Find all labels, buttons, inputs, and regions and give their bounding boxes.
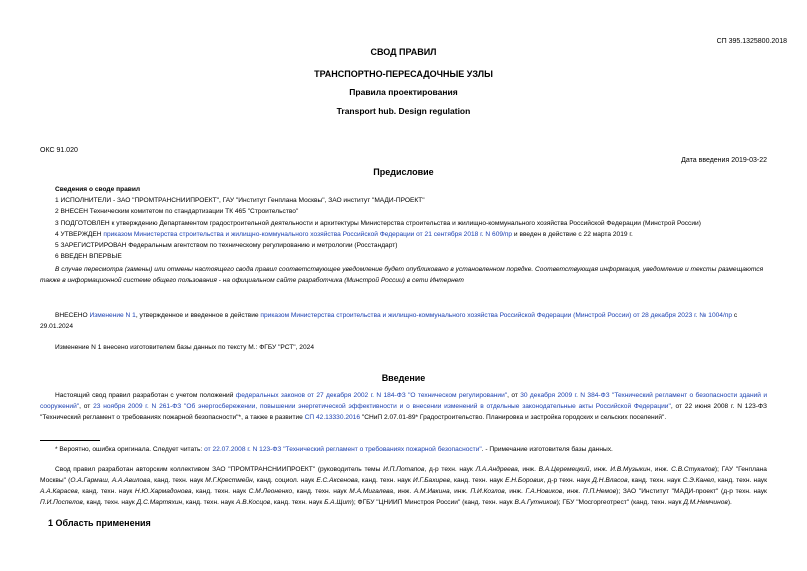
intro-text-2: , от	[507, 392, 521, 399]
footnote-divider	[40, 440, 100, 441]
author-name: О.А.Гармаш, А.А.Авилова	[70, 477, 151, 484]
footnote-suffix: . - Примечание изготовителя базы данных.	[481, 446, 613, 453]
author-name: С.М.Леоненко	[248, 488, 293, 495]
preface-heading: Предисловие	[373, 167, 434, 177]
amendment-prefix: ВНЕСЕНО	[55, 312, 90, 319]
introduction-paragraph	[40, 390, 767, 423]
authors-text: , канд. техн. наук	[191, 488, 249, 495]
amendment-note	[40, 310, 767, 332]
authors-text: ); ГБУ "Мосгоргеотрест" (канд. техн. наук	[556, 499, 684, 506]
preface-item-5: 5 ЗАРЕГИСТРИРОВАН Федеральным агентством по техническому регулированию и метрологии (Росстандарт)	[55, 242, 398, 249]
preface-item-4	[55, 231, 633, 238]
author-name: М.Г.Крестмейн	[205, 477, 253, 484]
amendment-source-note: Изменение N 1 внесено изготовителем базы данных по тексту М.: ФГБУ "РСТ", 2024	[55, 344, 314, 351]
document-code: СП 395.1325800.2018	[716, 38, 787, 45]
authors-text: , канд. техн. наук	[449, 477, 506, 484]
author-name: Е.Н.Боровик	[505, 477, 544, 484]
preface-item-1: 1 ИСПОЛНИТЕЛИ - ЗАО "ПРОМТРАНСНИИПРОЕКТ", ГАУ "Институт Генплана Москвы", ЗАО институт "МАДИ-ПРОЕКТ"	[55, 197, 425, 204]
authors-text: , канд. техн. наук	[270, 499, 325, 506]
footnote	[55, 444, 613, 455]
preface-item-6: 6 ВВЕДЕН ВПЕРВЫЕ	[55, 253, 122, 260]
author-name: А.А.Карасев	[40, 488, 78, 495]
law-261-link[interactable]: 23 ноября 2009 г. N 261-ФЗ "Об энергосбережении, повышении энергетической эффективности и о внесении изменений в отдельные законодательные акты Российской Федерации"	[93, 403, 671, 410]
title-line-1: СВОД ПРАВИЛ	[370, 47, 437, 57]
section-1-heading: 1 Область применения	[48, 518, 151, 528]
author-name: Д.Н.Власов	[592, 477, 628, 484]
sp-42-link[interactable]: СП 42.13330.2016	[304, 414, 361, 421]
revision-notice: В случае пересмотра (замены) или отмены настоящего свода правил соответствующее уведомление будет опубликовано в установленном порядке. Соответствующая информация, уведомление и тексты размещаются также в информационной системе общего пользования - на официальном сайте разработчика (Минстрой России) в сети Интернет	[40, 266, 764, 284]
author-name: П.И.Поспелов	[40, 499, 83, 506]
title-line-4: Transport hub. Design regulation	[336, 106, 471, 116]
authors-text: , инж.	[517, 466, 539, 473]
authors-text: ); ЗАО "Институт "МАДИ-проект" (д-р техн. наук	[616, 488, 767, 495]
preface-item-3: 3 ПОДГОТОВЛЕН к утверждению Департаментом градостроительной деятельности и архитектуры Министерства строительства и жилищно-коммунального хозяйства Российской Федерации (Минстрой России)	[55, 220, 701, 227]
author-name: А.М.Ивкина	[413, 488, 450, 495]
author-name: Д.С.Мартяхин	[136, 499, 183, 506]
introduction-heading: Введение	[381, 373, 426, 383]
authors-text: ); ГАУ "Генплана Москвы" (	[40, 466, 767, 484]
author-name: И.П.Потапов	[383, 466, 425, 473]
authors-text: ).	[727, 499, 732, 506]
authors-text: , инж.	[393, 488, 414, 495]
author-name: Б.А.Щит	[324, 499, 352, 506]
authors-text: , канд. техн. наук	[357, 477, 413, 484]
footnote-prefix: * Вероятно, ошибка оригинала. Следует читать:	[55, 446, 205, 453]
item4-suffix: и введен в действие с 22 марта 2019 г.	[512, 231, 633, 238]
author-name: И.В.Музыкин	[610, 466, 651, 473]
author-name: Н.Ю.Хармадонова	[134, 488, 192, 495]
amendment-order-link[interactable]: приказом Министерства строительства и жилищно-коммунального хозяйства Российской Федерации (Минстрой России) от 28 декабря 2023 г. № 1004/пр	[260, 312, 733, 319]
author-name: А.В.Косцов	[236, 499, 271, 506]
author-name: П.И.Козлов	[470, 488, 505, 495]
authors-text: , канд. техн. наук	[82, 499, 137, 506]
preface-item-2: 2 ВНЕСЕН Техническим комитетом по стандартизации ТК 465 "Строительство"	[55, 208, 299, 215]
intro-text-5: "СНиП 2.07.01-89* Градостроительство. Планировка и застройка городских и сельских поселений".	[360, 414, 667, 421]
author-name: М.А.Мигалева	[349, 488, 394, 495]
title-line-3: Правила проектирования	[349, 87, 458, 97]
amendment-1-link[interactable]: Изменение N 1	[89, 312, 136, 319]
author-name: В.А.Гутников	[514, 499, 557, 506]
oks-code: ОКС 91.020	[40, 147, 78, 154]
law-384-link[interactable]: 30 декабря 2009 г. N 384-ФЗ "Технический регламент о безопасности зданий и сооружений"	[40, 392, 768, 410]
author-name: В.А.Церемецкий	[538, 466, 590, 473]
authors-text: , инж.	[562, 488, 583, 495]
author-name: С.В.Стукалов	[671, 466, 715, 473]
authors-text: , д-р техн. наук	[424, 466, 476, 473]
title-line-2: ТРАНСПОРТНО-ПЕРЕСАДОЧНЫЕ УЗЛЫ	[314, 69, 493, 79]
intro-text-1: Настоящий свод правил разработан с учетом положений	[55, 392, 236, 399]
authors-text: , д-р техн. наук	[543, 477, 593, 484]
law-184-link[interactable]: федеральных законов от 27 декабря 2002 г. N 184-ФЗ "О техническом регулировании"	[235, 392, 508, 399]
intro-text-3: , от	[79, 403, 94, 410]
authors-text: , инж.	[449, 488, 471, 495]
intro-text-4: , от 22 июня 2008 г. N 123-ФЗ "Технический регламент о требованиях пожарной безопасности"*, а также в развитие	[40, 403, 767, 421]
authors-text: , инж.	[650, 466, 672, 473]
authors-text: , канд. техн. наук	[182, 499, 237, 506]
authors-text: , инж.	[504, 488, 526, 495]
amendment-middle: , утвержденное и введенное в действие	[135, 312, 261, 319]
author-name: Г.А.Новиков	[525, 488, 563, 495]
authors-text: , канд. техн. наук	[627, 477, 683, 484]
authors-text: , канд. социол. наук	[252, 477, 317, 484]
author-name: Е.С.Аксенова	[316, 477, 358, 484]
author-name: И.Г.Бахирев	[412, 477, 450, 484]
author-name: Д.М.Немчинов	[683, 499, 728, 506]
amendment-suffix: с 29.01.2024	[40, 312, 738, 330]
authors-text: , канд. техн. наук	[292, 488, 350, 495]
date-intro: Дата введения 2019-03-22	[681, 157, 767, 164]
authors-text: Свод правил разработан авторским коллективом ЗАО "ПРОМТРАНСНИИПРОЕКТ" (руководитель темы	[55, 466, 384, 473]
item4-order-link[interactable]: приказом Министерства строительства и жилищно-коммунального хозяйства Российской Федерации от 21 сентября 2018 г. N 609/пр	[103, 231, 513, 238]
authors-paragraph	[40, 464, 767, 508]
authors-text: ); ФГБУ "ЦНИИП Минстроя России" (канд. техн. наук	[351, 499, 515, 506]
author-name: Л.А.Андреева	[475, 466, 518, 473]
authors-text: , канд. техн. наук	[77, 488, 135, 495]
footnote-law-link[interactable]: от 22.07.2008 г. N 123-ФЗ "Технический регламент о требованиях пожарной безопасности"	[204, 446, 482, 453]
authors-text: , инж.	[589, 466, 611, 473]
info-heading: Сведения о своде правил	[55, 186, 141, 193]
item4-prefix: 4 УТВЕРЖДЕН	[55, 231, 104, 238]
author-name: С.Э.Канел	[682, 477, 714, 484]
authors-text: , канд. техн. наук	[714, 477, 767, 484]
author-name: П.П.Немов	[582, 488, 617, 495]
authors-text: , канд. техн. наук	[150, 477, 206, 484]
